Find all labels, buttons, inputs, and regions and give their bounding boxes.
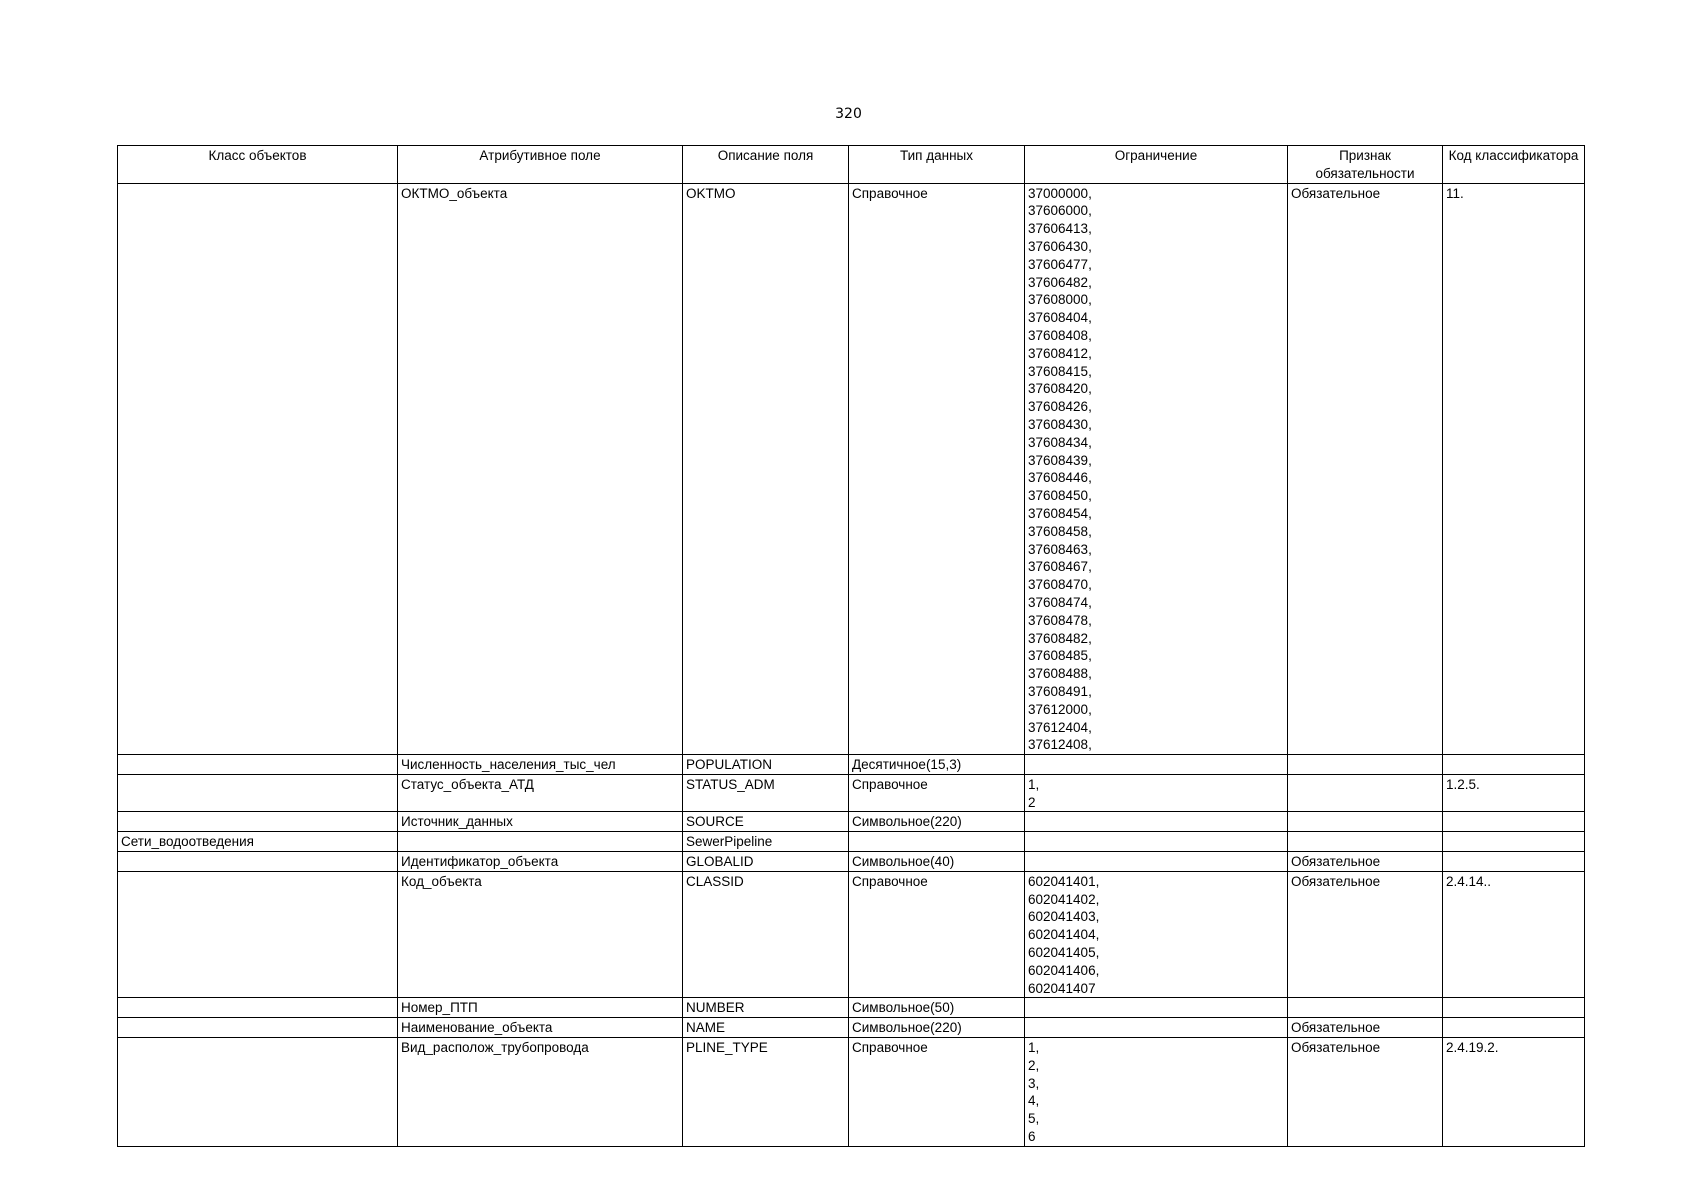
table-row <box>118 998 1585 1018</box>
cell-classifier-code <box>1443 852 1585 872</box>
restriction-value: 37606477, <box>1028 256 1092 272</box>
cell-attribute-field: Статус_объекта_АТД <box>398 774 683 812</box>
restriction-value: 602041401, <box>1028 873 1100 889</box>
cell-classifier-code <box>1443 832 1585 852</box>
restriction-value: 4, <box>1028 1093 1040 1109</box>
restriction-value: 602041405, <box>1028 945 1100 961</box>
header-object-class: Класс объектов <box>118 146 398 184</box>
restriction-value: 37608467, <box>1028 559 1092 575</box>
table-row <box>118 1018 1585 1038</box>
restriction-value: 1, <box>1028 776 1040 792</box>
table-row <box>118 183 1585 755</box>
header-field-description: Описание поля <box>683 146 849 184</box>
cell-attribute-field: ОКТМО_объекта <box>398 183 683 755</box>
restriction-value: 37606413, <box>1028 221 1092 237</box>
restriction-value: 602041404, <box>1028 927 1100 943</box>
cell-restriction <box>1025 183 1288 755</box>
table-body <box>118 183 1585 1146</box>
restriction-value: 37608482, <box>1028 630 1092 646</box>
cell-object-class <box>118 852 398 872</box>
cell-field-description: SOURCE <box>683 812 849 832</box>
cell-data-type: Десятичное(15,3) <box>849 755 1025 775</box>
cell-attribute-field: Номер_ПТП <box>398 998 683 1018</box>
cell-classifier-code: 1.2.5. <box>1443 774 1585 812</box>
restriction-value: 37608415, <box>1028 363 1092 379</box>
cell-data-type: Справочное <box>849 183 1025 755</box>
table-row <box>118 871 1585 998</box>
cell-classifier-code <box>1443 812 1585 832</box>
cell-classifier-code: 2.4.19.2. <box>1443 1038 1585 1147</box>
cell-object-class <box>118 755 398 775</box>
cell-object-class <box>118 871 398 998</box>
cell-restriction <box>1025 852 1288 872</box>
restriction-value: 37608470, <box>1028 577 1092 593</box>
cell-object-class <box>118 183 398 755</box>
restriction-value: 37612000, <box>1028 701 1092 717</box>
table-row <box>118 812 1585 832</box>
restriction-value: 37608446, <box>1028 470 1092 486</box>
cell-field-description: NUMBER <box>683 998 849 1018</box>
restriction-value: 37608430, <box>1028 416 1092 432</box>
cell-restriction <box>1025 998 1288 1018</box>
cell-classifier-code: 2.4.14.. <box>1443 871 1585 998</box>
cell-field-description: GLOBALID <box>683 852 849 872</box>
cell-classifier-code <box>1443 1018 1585 1038</box>
cell-restriction <box>1025 1018 1288 1038</box>
cell-data-type: Справочное <box>849 774 1025 812</box>
cell-field-description: CLASSID <box>683 871 849 998</box>
cell-restriction <box>1025 812 1288 832</box>
cell-classifier-code: 11. <box>1443 183 1585 755</box>
cell-object-class <box>118 998 398 1018</box>
cell-object-class <box>118 774 398 812</box>
cell-object-class <box>118 812 398 832</box>
cell-field-description: NAME <box>683 1018 849 1038</box>
table-row <box>118 832 1585 852</box>
restriction-value: 2, <box>1028 1057 1040 1073</box>
restriction-value: 37606000, <box>1028 203 1092 219</box>
restriction-value: 37608463, <box>1028 541 1092 557</box>
cell-attribute-field: Код_объекта <box>398 871 683 998</box>
cell-data-type: Справочное <box>849 871 1025 998</box>
restriction-value: 37608458, <box>1028 523 1092 539</box>
cell-object-class: Сети_водоотведения <box>118 832 398 852</box>
restriction-value: 602041402, <box>1028 891 1100 907</box>
restriction-value: 37608491, <box>1028 683 1092 699</box>
restriction-value: 37608420, <box>1028 381 1092 397</box>
restriction-value: 37608450, <box>1028 488 1092 504</box>
cell-required <box>1288 755 1443 775</box>
cell-data-type: Справочное <box>849 1038 1025 1147</box>
cell-attribute-field: Идентификатор_объекта <box>398 852 683 872</box>
restriction-value: 1, <box>1028 1040 1040 1056</box>
table-row <box>118 774 1585 812</box>
cell-object-class <box>118 1018 398 1038</box>
restriction-value: 3, <box>1028 1075 1040 1091</box>
cell-object-class <box>118 1038 398 1147</box>
restriction-value: 37612404, <box>1028 719 1092 735</box>
cell-attribute-field: Численность_населения_тыс_чел <box>398 755 683 775</box>
cell-data-type: Символьное(40) <box>849 852 1025 872</box>
header-restriction: Ограничение <box>1025 146 1288 184</box>
cell-attribute-field: Наименование_объекта <box>398 1018 683 1038</box>
cell-classifier-code <box>1443 998 1585 1018</box>
restriction-value: 37608454, <box>1028 505 1092 521</box>
cell-restriction <box>1025 774 1288 812</box>
cell-restriction <box>1025 1038 1288 1147</box>
cell-attribute-field: Вид_располож_трубопровода <box>398 1038 683 1147</box>
header-required: Признак обязательности <box>1288 146 1443 184</box>
restriction-value: 37608439, <box>1028 452 1092 468</box>
cell-field-description: SewerPipeline <box>683 832 849 852</box>
restriction-value: 37608000, <box>1028 292 1092 308</box>
restriction-value: 37606482, <box>1028 274 1092 290</box>
cell-classifier-code <box>1443 755 1585 775</box>
page-number: 320 <box>835 106 862 122</box>
cell-required: Обязательное <box>1288 871 1443 998</box>
restriction-value: 37608474, <box>1028 594 1092 610</box>
cell-field-description: PLINE_TYPE <box>683 1038 849 1147</box>
cell-attribute-field: Источник_данных <box>398 812 683 832</box>
table-header-row <box>118 146 1585 184</box>
restriction-value: 37608404, <box>1028 310 1092 326</box>
header-data-type: Тип данных <box>849 146 1025 184</box>
cell-field-description: STATUS_ADM <box>683 774 849 812</box>
table-row <box>118 1038 1585 1147</box>
restriction-value: 37612408, <box>1028 737 1092 753</box>
cell-field-description: POPULATION <box>683 755 849 775</box>
cell-restriction <box>1025 755 1288 775</box>
table-row <box>118 755 1585 775</box>
cell-required <box>1288 832 1443 852</box>
cell-data-type <box>849 832 1025 852</box>
restriction-value: 37608408, <box>1028 327 1092 343</box>
restriction-value: 37608434, <box>1028 434 1092 450</box>
cell-required: Обязательное <box>1288 852 1443 872</box>
restriction-value: 602041407 <box>1028 980 1096 996</box>
restriction-value: 37000000, <box>1028 185 1092 201</box>
cell-required <box>1288 998 1443 1018</box>
restriction-value: 37608488, <box>1028 666 1092 682</box>
cell-required: Обязательное <box>1288 183 1443 755</box>
cell-data-type: Символьное(50) <box>849 998 1025 1018</box>
restriction-value: 5, <box>1028 1111 1040 1127</box>
cell-required <box>1288 774 1443 812</box>
cell-required <box>1288 812 1443 832</box>
restriction-value: 602041403, <box>1028 909 1100 925</box>
restriction-value: 37608426, <box>1028 399 1092 415</box>
cell-restriction <box>1025 871 1288 998</box>
cell-required: Обязательное <box>1288 1038 1443 1147</box>
cell-data-type: Символьное(220) <box>849 1018 1025 1038</box>
cell-attribute-field <box>398 832 683 852</box>
table-row <box>118 852 1585 872</box>
restriction-value: 37606430, <box>1028 238 1092 254</box>
cell-restriction <box>1025 832 1288 852</box>
restriction-value: 2 <box>1028 794 1036 810</box>
restriction-value: 602041406, <box>1028 962 1100 978</box>
cell-required: Обязательное <box>1288 1018 1443 1038</box>
restriction-value: 37608412, <box>1028 345 1092 361</box>
restriction-value: 37608478, <box>1028 612 1092 628</box>
cell-field-description: OKTMO <box>683 183 849 755</box>
attribute-table <box>117 145 1585 1147</box>
restriction-value: 37608485, <box>1028 648 1092 664</box>
restriction-value: 6 <box>1028 1129 1036 1145</box>
cell-data-type: Символьное(220) <box>849 812 1025 832</box>
header-classifier-code: Код классификатора <box>1443 146 1585 184</box>
header-attribute-field: Атрибутивное поле <box>398 146 683 184</box>
